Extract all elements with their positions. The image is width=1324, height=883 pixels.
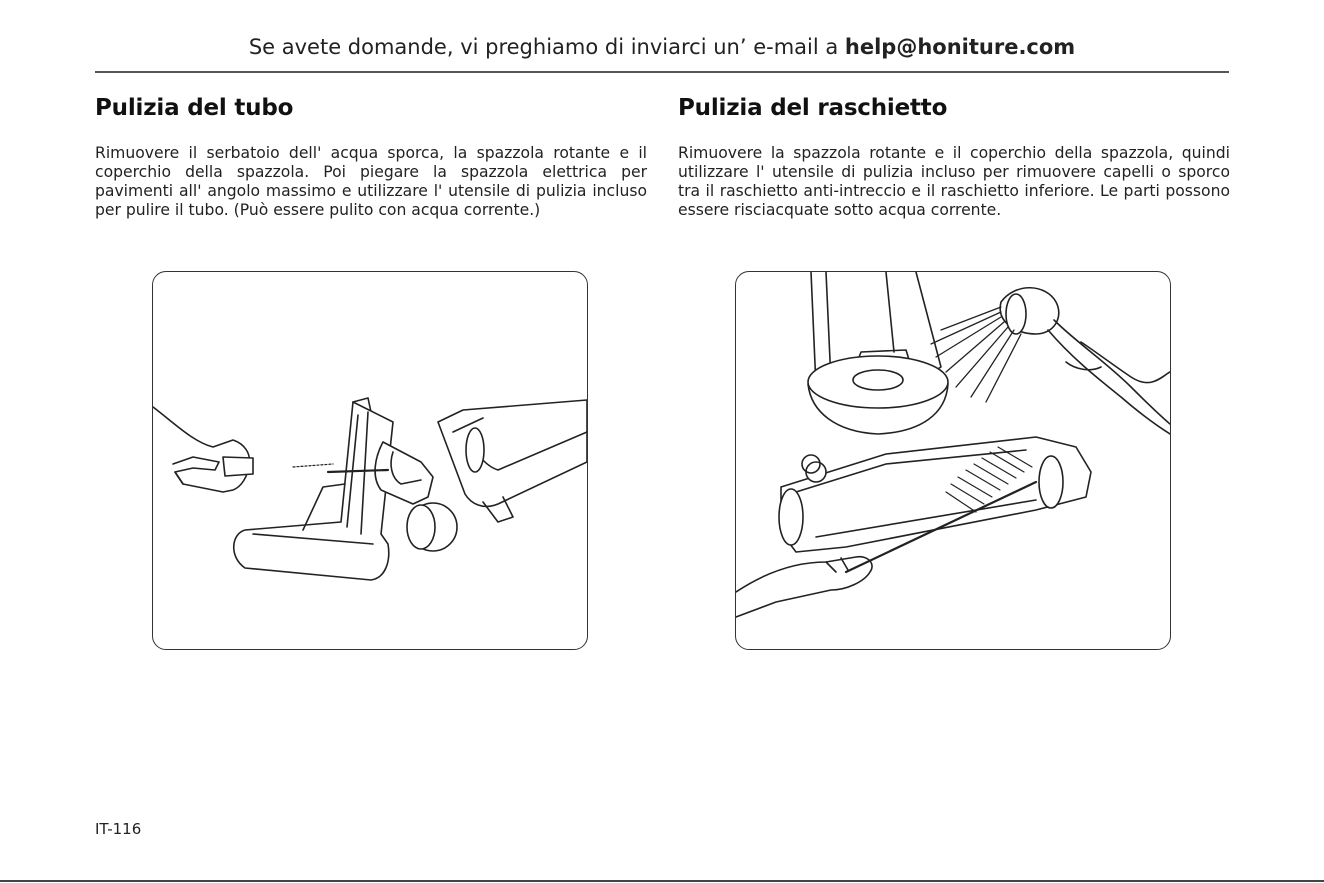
tube-cleaning-illustration xyxy=(152,271,588,650)
support-email[interactable]: help@honiture.com xyxy=(844,35,1076,59)
section-tube-cleaning xyxy=(95,92,647,220)
section-scraper-cleaning xyxy=(678,92,1230,220)
scraper-cleaning-illustration xyxy=(735,271,1171,650)
header-divider xyxy=(95,71,1229,73)
header-text: Se avete domande, vi preghiamo di inviarci un’ e-mail a xyxy=(248,35,845,59)
section-title: Pulizia del raschietto xyxy=(678,95,948,121)
section-body: Rimuovere la spazzola rotante e il coperchio della spazzola, quindi utilizzare l' utensile di pulizia incluso per rimuovere capelli o sporco tra il raschietto anti-intreccio e il raschietto inferiore. Le parti possono essere risciacquate sotto acqua corrente. xyxy=(678,144,1230,219)
section-title: Pulizia del tubo xyxy=(95,95,294,121)
footer-divider xyxy=(0,880,1324,882)
section-body: Rimuovere il serbatoio dell' acqua sporca, la spazzola rotante e il coperchio della spazzola. Poi piegare la spazzola elettrica per pavimenti all' angolo massimo e utilizzare l' utensile di pulizia incluso per pulire il tubo. (Può essere pulito con acqua corrente.) xyxy=(95,144,647,219)
page-number: IT-116 xyxy=(95,820,142,838)
page-header xyxy=(95,30,1229,64)
